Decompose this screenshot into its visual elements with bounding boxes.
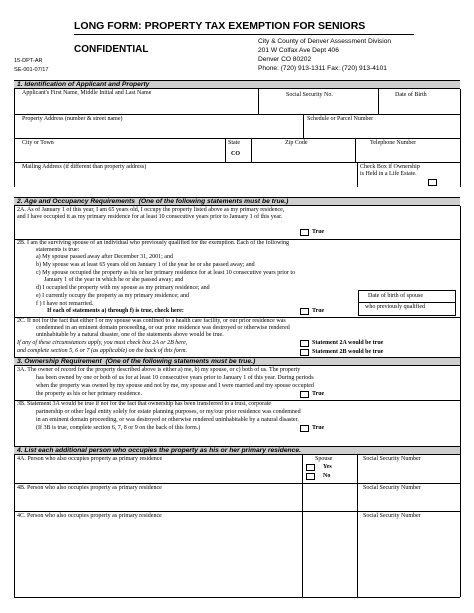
section-4-bottom-border	[14, 597, 460, 598]
agency-phone: Phone: (720) 913-1311 Fax: (720) 913-4101	[258, 65, 387, 72]
section-2-left-border	[14, 206, 15, 456]
statement-2b-c1: c) My spouse occupied the property as his or her primary residence for at least 10 consecutive years prior to	[36, 270, 296, 276]
section-3-note: (One of the following statements must be true.)	[105, 358, 256, 365]
property-address-field[interactable]	[14, 114, 303, 138]
form-number: 15-DPT-AR	[14, 58, 43, 64]
person-4c-ssn-label: Social Security Number	[363, 513, 421, 519]
state-value: CO	[231, 151, 240, 157]
statement-2c-2b-checkbox[interactable]	[300, 349, 309, 356]
statement-2c-2b-label: Statement 2B would be true	[312, 349, 384, 355]
statement-2b-check-prompt: If each of statements a) through f) is true, check here:	[47, 308, 184, 314]
statement-2c-line-1: 2C. If not for the fact that either I or my spouse was confined to a health care facility, or our prior residence was	[17, 318, 286, 324]
section-2-note: (One of the following statements must be true.)	[138, 198, 289, 205]
statement-2a-checkbox[interactable]	[300, 229, 309, 236]
statement-2b-true-label: True	[312, 308, 325, 314]
section-1-heading: 1. Identification of Applicant and Property	[14, 80, 460, 89]
statement-2a-line-2: and I have occupied it as my primary residence for at least 10 consecutive years prior to January 1 of this year.	[17, 214, 283, 220]
section-2-right-border	[460, 206, 461, 456]
statement-3a-checkbox[interactable]	[300, 391, 309, 398]
person-4b-ssn-field[interactable]	[357, 483, 460, 511]
statement-2b-b: b) My spouse was at least 65 years old on January 1 of the year he or she passed away; and	[36, 262, 255, 268]
property-address-label: Property Address (number & street name)	[22, 116, 123, 122]
statement-2c-note-1: If any of these circumstances apply, you must check box 2A or 2B here,	[17, 340, 188, 346]
section-4-heading: 4. List each additional person who occupies the property as his or her primary residence.	[14, 446, 460, 455]
person-4a-spouse-label: Spouse	[315, 456, 333, 462]
statement-3b-checkbox[interactable]	[300, 425, 309, 432]
statement-3b-line-1: 3B. Statement 3A would be true if not for the fact that ownership has been transferred to a trust, corporate	[17, 401, 272, 407]
applicant-name-label: Applicant's First Name, Middle Initial and Last Name	[22, 90, 152, 96]
parcel-number-field[interactable]	[303, 114, 460, 138]
person-4a-label: 4A. Person who also occupies property as primary residence	[17, 456, 163, 462]
title-underline	[74, 34, 414, 35]
schedule-label: Schedule or Parcel Number	[307, 116, 374, 122]
person-4a-spouse-yes-checkbox[interactable]	[306, 464, 315, 471]
spouse-dob-label-2: who previously qualified	[365, 304, 425, 310]
statement-2a-line-1: 2A. As of January 1 of this year, I am 65 years old, I occupy the property listed above as my primary residence,	[17, 207, 285, 213]
dob-label: Date of Birth	[395, 92, 427, 98]
statement-3a-line-3: when the property was owned by my spouse and not by me, my spouse and I were married and my spouse occupied	[36, 383, 314, 389]
person-4b-label: 4B. Person who also occupies property as primary residence	[17, 485, 162, 491]
person-4b-ssn-label: Social Security Number	[363, 485, 421, 491]
spouse-dob-label-1: Date of birth of spouse	[368, 293, 423, 299]
statement-2c-2a-label: Statement 2A would be true	[312, 340, 384, 346]
col-divider	[357, 162, 358, 187]
person-4a-yes-label: Yes	[323, 464, 332, 470]
statement-2c-line-2: condemned in an eminent domain proceeding, or our prior residence was destroyed or otherwise rendered	[36, 325, 290, 331]
statement-2b-f: f ) I have not remarried.	[36, 301, 94, 307]
col-divider	[302, 455, 303, 597]
section-4-right-border	[460, 455, 461, 597]
statement-2b-d: d) I occupied the property with my spouse as my primary residence; and	[36, 285, 210, 291]
person-4c-ssn-field[interactable]	[357, 511, 460, 539]
statement-2c-note-2: and complete section 5, 6 or 7 (as applicable) on the back of this form.	[17, 348, 187, 354]
life-estate-label-1: Check Box if Ownership	[360, 164, 420, 170]
person-4a-no-label: No	[323, 473, 331, 479]
statement-3b-line-3: in an eminent domain proceeding, or was destroyed or otherwise rendered uninhabitable by a natural disaster.	[36, 417, 299, 423]
section-3-heading: 3. Ownership Requirement (One of the following statements must be true.)	[14, 357, 460, 366]
life-estate-checkbox[interactable]	[428, 179, 437, 186]
state-label: State	[228, 140, 240, 146]
person-4a-name-field[interactable]	[14, 455, 302, 483]
statement-2b-c2: January 1 of the year in which he or she passed away; and	[44, 277, 184, 283]
city-field[interactable]	[14, 138, 225, 162]
statement-2c-2a-checkbox[interactable]	[300, 340, 309, 347]
telephone-field[interactable]	[355, 138, 460, 162]
statement-3b-line-4: (If 3B is true, complete section 6, 7, 8 or 9 on the back of this form.)	[36, 425, 201, 431]
person-4c-name-field[interactable]	[14, 511, 302, 539]
person-4c-label: 4C. Person who also occupies property as primary residence	[17, 513, 162, 519]
statement-2b-checkbox[interactable]	[300, 308, 309, 315]
applicant-name-field[interactable]	[14, 89, 258, 114]
statement-2c-line-3: uninhabitable by a natural disaster, one of the statements above would be true.	[36, 332, 224, 338]
statement-2b-e: e) I currently occupy the property as my primary residence; and	[36, 293, 189, 299]
section-2-heading: 2. Age and Occupancy Requirements (One of the following statements must be true.)	[14, 197, 460, 206]
agency-address-1: 201 W Colfax Ave Dept 406	[258, 47, 339, 54]
state-field[interactable]	[225, 138, 251, 162]
statement-2a-true-label: True	[312, 229, 325, 235]
agency-name: City & County of Denver Assessment Division	[258, 38, 392, 45]
statement-3b-line-2: partnership or other legal entity solely for estate planning purposes, or my/our prior residence was condemned	[36, 409, 301, 415]
spouse-dob-field[interactable]	[358, 290, 456, 316]
city-label: City or Town	[22, 140, 54, 146]
spouse-dob-underline	[359, 302, 456, 303]
life-estate-label-2: is Held in a Life Estate.	[360, 171, 417, 177]
statement-3a-true-label: True	[312, 391, 325, 397]
person-4b-name-field[interactable]	[14, 483, 302, 511]
statement-2b-line-2: statements is true:	[36, 247, 80, 253]
statement-2b-line-1: 2B. I am the surviving spouse of an individual who previously qualified for the exemption. Each of the following	[17, 240, 289, 246]
mailing-address-field[interactable]	[14, 162, 357, 187]
confidential-label: CONFIDENTIAL	[74, 44, 149, 55]
section-1-right-border	[460, 89, 461, 187]
statement-3a-line-2: has been owned by one or both of us for at least 10 consecutive years prior to January 1 of this year. During periods	[36, 375, 314, 381]
mailing-address-label: Mailing Address (if different than property address)	[22, 164, 147, 170]
person-4a-ssn-field[interactable]	[357, 455, 460, 483]
date-of-birth-field[interactable]	[378, 89, 460, 114]
person-4a-spouse-no-checkbox[interactable]	[306, 473, 315, 480]
telephone-label: Telephone Number	[370, 140, 417, 146]
statement-3a-line-4: the property as his or her primary residence.	[36, 391, 142, 397]
zip-label: Zip Code	[285, 140, 308, 146]
form-title: LONG FORM: PROPERTY TAX EXEMPTION FOR SENIORS	[74, 20, 366, 32]
form-revision: SE-001-07/17	[14, 67, 49, 73]
ssn-field[interactable]	[258, 89, 378, 114]
statement-3a-line-1: 3A. The owner of record for the property described above is either a) me, b) my spouse, or c) both of us. The property	[17, 367, 301, 373]
person-4a-ssn-label: Social Security Number	[363, 456, 421, 462]
agency-address-2: Denver CO 80202	[258, 56, 312, 63]
statement-3b-true-label: True	[312, 425, 325, 431]
statement-2b-a: a) My spouse passed away after December 31, 2001; and	[36, 254, 173, 260]
ssn-label: Social Security No.	[286, 92, 333, 98]
zip-field[interactable]	[251, 138, 355, 162]
